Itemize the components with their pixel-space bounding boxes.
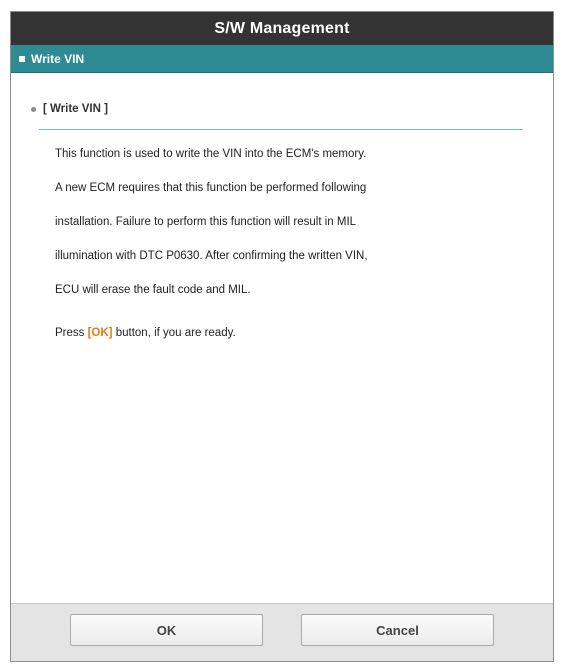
description (55, 143, 525, 313)
prompt-after: button, if you are ready. (112, 327, 236, 339)
function-header (11, 45, 553, 73)
ok-button[interactable]: OK (70, 614, 263, 646)
cancel-button[interactable]: Cancel (301, 614, 494, 646)
dot-bullet-icon (31, 107, 36, 112)
description-line: ECU will erase the fault code and MIL. (55, 284, 251, 296)
description-line: A new ECM requires that this function be performed following (55, 182, 367, 194)
window-title: S/W Management (11, 12, 553, 45)
description-line: installation. Failure to perform this function will result in MIL (55, 216, 357, 228)
section-divider (39, 129, 523, 130)
prompt-before: Press (55, 327, 88, 339)
section-heading-text: [ Write VIN ] (43, 103, 108, 115)
prompt-ok-highlight: [OK] (87, 327, 113, 339)
section-heading (31, 103, 108, 115)
button-bar (11, 603, 553, 661)
description-line: illumination with DTC P0630. After confirming the written VIN, (55, 250, 368, 262)
sw-management-window (10, 11, 554, 662)
function-title: Write VIN (31, 51, 85, 66)
description-line: This function is used to write the VIN into the ECM's memory. (55, 148, 367, 160)
square-bullet-icon (19, 56, 25, 62)
ready-prompt (55, 327, 236, 339)
